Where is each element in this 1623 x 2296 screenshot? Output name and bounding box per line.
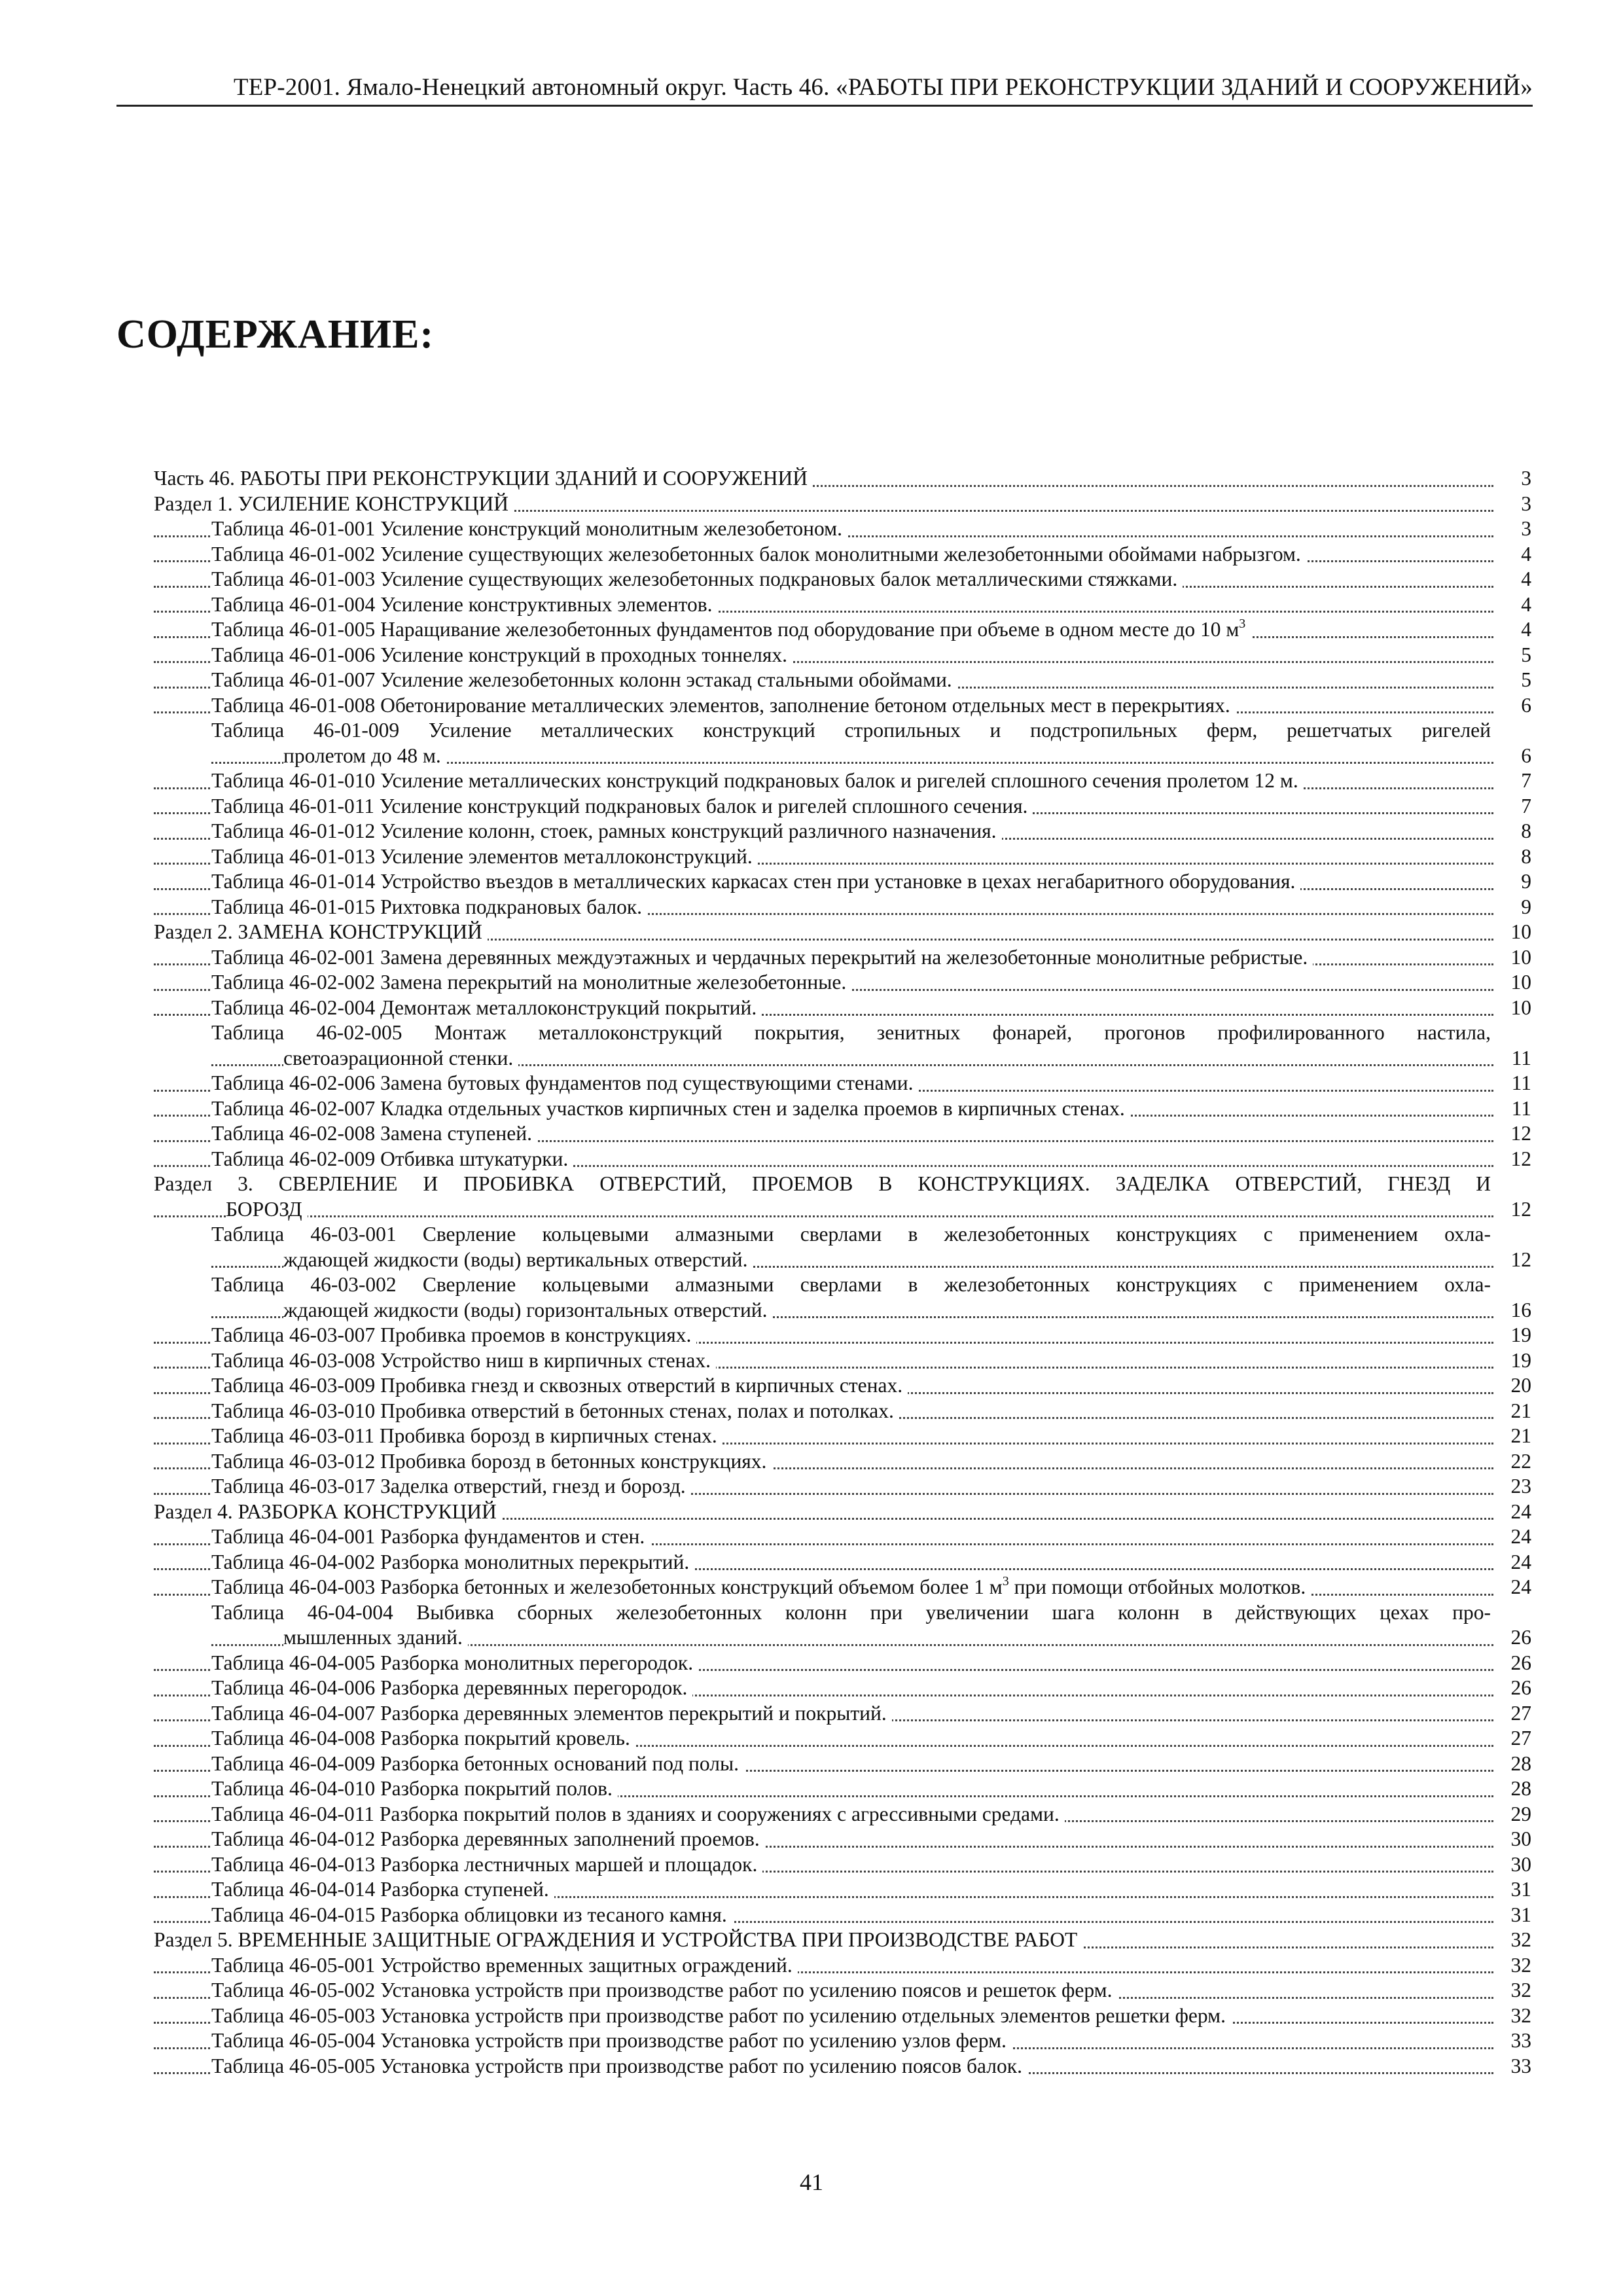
toc-entry-page: 11: [1495, 1071, 1531, 1096]
toc-entry-title: Часть 46. РАБОТЫ ПРИ РЕКОНСТРУКЦИИ ЗДАНИЙ И СООРУЖЕНИЙ: [154, 467, 813, 490]
toc-entry-page: 10: [1495, 996, 1531, 1021]
toc-entry-title: Таблица 46-01-012 Усиление колонн, стоек, рамных конструкций различного назначения.: [211, 819, 1002, 842]
toc-entry-title: Таблица 46-04-014 Разборка ступеней.: [211, 1878, 554, 1901]
toc-table-entry[interactable]: [154, 1575, 1531, 1600]
toc-entry-page: 27: [1495, 1701, 1531, 1727]
toc-entry-title: Таблица 46-05-005 Установка устройств при производстве работ по усилению поясов балок.: [211, 2054, 1027, 2077]
toc-section-entry[interactable]: [154, 466, 1531, 492]
toc-section-entry[interactable]: [154, 1928, 1531, 1953]
toc-entry-page: 5: [1495, 643, 1531, 668]
toc-table-entry[interactable]: [154, 2028, 1531, 2054]
toc-entry-page: 9: [1495, 895, 1531, 920]
toc-entry-title: Таблица 46-02-005 Монтаж металлоконструкций покрытия, зенитных фонарей, прогонов профилированного настила,: [211, 1021, 1491, 1044]
toc-entry-page: 21: [1495, 1424, 1531, 1449]
toc-table-entry[interactable]: [154, 1071, 1531, 1096]
toc-entry-title: Таблица 46-04-015 Разборка облицовки из тесаного камня.: [211, 1903, 732, 1926]
toc-entry-page: 9: [1495, 869, 1531, 895]
toc-entry-title-continuation: ждающей жидкости (воды) вертикальных отверстий. 12: [211, 1247, 1531, 1273]
toc-entry-page: 29: [1495, 1802, 1531, 1827]
toc-entry-page: 4: [1495, 592, 1531, 618]
toc-entry-page: 24: [1495, 1550, 1531, 1575]
toc-entry-title: Таблица 46-05-001 Устройство временных защитных ограждений.: [211, 1954, 798, 1977]
toc-table-entry[interactable]: [154, 1348, 1531, 1374]
toc-entry-title-continuation: БОРОЗД 12: [154, 1197, 1531, 1223]
toc-entry-page: 30: [1495, 1852, 1531, 1878]
toc-table-entry[interactable]: [154, 1600, 1531, 1651]
toc-entry-title: Таблица 46-01-009 Усиление металлических конструкций стропильных и подстропильных ферм, решетчатых ригелей: [211, 719, 1491, 742]
toc-table-entry[interactable]: [154, 1827, 1531, 1852]
toc-table-entry[interactable]: [154, 1147, 1531, 1172]
toc-entry-title: Таблица 46-01-015 Рихтовка подкрановых балок.: [211, 895, 647, 918]
toc-entry-page: 21: [1495, 1399, 1531, 1424]
toc-entry-page: 28: [1495, 1751, 1531, 1777]
page-title: СОДЕРЖАНИЕ:: [116, 312, 435, 357]
toc-entry-page: 20: [1495, 1373, 1531, 1399]
toc-entry-title: Раздел 5. ВРЕМЕННЫЕ ЗАЩИТНЫЕ ОГРАЖДЕНИЯ И УСТРОЙСТВА ПРИ ПРОИЗВОДСТВЕ РАБОТ: [154, 1928, 1082, 1951]
toc-table-entry[interactable]: [154, 1978, 1531, 2003]
toc-table-entry[interactable]: [154, 592, 1531, 618]
toc-entry-title: Таблица 46-01-007 Усиление железобетонных колонн эстакад стальными обоймами.: [211, 668, 957, 691]
toc-entry-page: 10: [1495, 970, 1531, 996]
toc-table-entry[interactable]: [154, 1096, 1531, 1122]
toc-table-entry[interactable]: [154, 1953, 1531, 1979]
toc-entry-title: Таблица 46-04-004 Выбивка сборных железобетонных колонн при увеличении шага колонн в действующих цехах про-: [211, 1600, 1491, 1624]
toc-table-entry[interactable]: [154, 693, 1531, 719]
toc-table-entry[interactable]: [154, 1222, 1531, 1272]
toc-entry-page: 23: [1495, 1474, 1531, 1499]
toc-table-entry[interactable]: [154, 1323, 1531, 1348]
toc-entry-page: 27: [1495, 1726, 1531, 1751]
toc-entry-page: 12: [1495, 1247, 1531, 1273]
toc-table-entry[interactable]: [154, 1424, 1531, 1449]
toc-entry-title-continuation: светоаэрационной стенки. 11: [211, 1046, 1531, 1071]
toc-entry-title: Таблица 46-01-011 Усиление конструкций подкрановых балок и ригелей сплошного сечения.: [211, 795, 1033, 817]
toc-entry-title: Таблица 46-04-006 Разборка деревянных перегородок.: [211, 1676, 692, 1699]
toc-entry-title: Таблица 46-03-002 Сверление кольцевыми алмазными сверлами в железобетонных конструкциях с применением охла-: [211, 1273, 1491, 1296]
toc-entry-page: 11: [1495, 1096, 1531, 1122]
toc-entry-title: Таблица 46-01-005 Наращивание железобетонных фундаментов под оборудование при объеме в одном месте до 10 $м^3$: [211, 618, 1251, 641]
toc-entry-page: 33: [1495, 2028, 1531, 2054]
toc-table-entry[interactable]: [154, 945, 1531, 971]
toc-entry-title: Таблица 46-02-002 Замена перекрытий на монолитные железобетонные.: [211, 971, 851, 994]
toc-entry-title: Таблица 46-04-007 Разборка деревянных элементов перекрытий и покрытий.: [211, 1702, 892, 1725]
toc-entry-title: Таблица 46-01-013 Усиление элементов металлоконструкций.: [211, 845, 758, 868]
toc-table-entry[interactable]: [154, 1701, 1531, 1727]
toc-entry-title-continuation: мышленных зданий. 26: [211, 1625, 1531, 1651]
toc-entry-title: Таблица 46-01-004 Усиление конструктивных элементов.: [211, 593, 718, 616]
toc-entry-title: Таблица 46-04-008 Разборка покрытий кровель.: [211, 1727, 635, 1749]
toc-entry-title: Таблица 46-04-013 Разборка лестничных маршей и площадок.: [211, 1853, 762, 1876]
toc-table-entry[interactable]: [154, 1676, 1531, 1701]
toc-entry-title: Таблица 46-04-009 Разборка бетонных оснований под полы.: [211, 1752, 744, 1775]
toc-table-entry[interactable]: [154, 1449, 1531, 1475]
toc-table-entry[interactable]: [154, 2003, 1531, 2029]
toc-entry-title: Таблица 46-03-009 Пробивка гнезд и сквозных отверстий в кирпичных стенах.: [211, 1374, 908, 1397]
toc-table-entry[interactable]: [154, 1651, 1531, 1676]
toc-entry-page: 32: [1495, 1978, 1531, 2003]
toc-entry-page: 30: [1495, 1827, 1531, 1852]
toc-table-entry[interactable]: [154, 1852, 1531, 1878]
toc-entry-page: 12: [1495, 1121, 1531, 1147]
toc-table-entry[interactable]: [154, 1903, 1531, 1928]
toc-table-entry[interactable]: [154, 1474, 1531, 1499]
toc-entry-page: 24: [1495, 1575, 1531, 1600]
toc-entry-title: Таблица 46-02-009 Отбивка штукатурки.: [211, 1147, 573, 1170]
toc-section-entry[interactable]: [154, 1499, 1531, 1525]
toc-entry-page: 8: [1495, 819, 1531, 844]
toc-entry-page: 12: [1495, 1147, 1531, 1172]
page-number: 41: [800, 2169, 823, 2195]
toc-table-entry[interactable]: [154, 895, 1531, 920]
toc-entry-page: 12: [1495, 1197, 1531, 1223]
toc-table-entry[interactable]: [154, 718, 1531, 768]
running-header-text: ТЕР-2001. Ямало-Ненецкий автономный округ. Часть 46. «РАБОТЫ ПРИ РЕКОНСТРУКЦИИ ЗДАНИЙ И СООРУЖЕНИЙ»: [233, 74, 1533, 101]
toc-entry-title: Таблица 46-04-001 Разборка фундаментов и стен.: [211, 1525, 650, 1548]
superscript-exponent: 3: [1002, 1575, 1009, 1588]
toc-table-entry[interactable]: [154, 1399, 1531, 1424]
toc-entry-page: 32: [1495, 1928, 1531, 1953]
toc-table-entry[interactable]: [154, 819, 1531, 844]
toc-entry-page: 7: [1495, 768, 1531, 794]
toc-entry-title: Таблица 46-04-010 Разборка покрытий полов.: [211, 1777, 618, 1800]
toc-entry-page: 7: [1495, 794, 1531, 819]
toc-entry-page: 5: [1495, 668, 1531, 693]
toc-entry-page: 3: [1495, 466, 1531, 492]
toc-entry-title: Таблица 46-05-002 Установка устройств при производстве работ по усилению поясов и решеток ферм.: [211, 1979, 1117, 2001]
toc-entry-title: Таблица 46-03-012 Пробивка борозд в бетонных конструкциях.: [211, 1450, 772, 1473]
table-of-contents: [154, 466, 1531, 2079]
toc-table-entry[interactable]: [154, 1726, 1531, 1751]
toc-table-entry[interactable]: [154, 1121, 1531, 1147]
toc-entry-page: 6: [1495, 744, 1531, 769]
toc-entry-page: 4: [1495, 542, 1531, 567]
toc-entry-page: 10: [1495, 920, 1531, 945]
toc-table-entry[interactable]: [154, 1751, 1531, 1777]
toc-table-entry[interactable]: [154, 542, 1531, 567]
toc-entry-page: 31: [1495, 1877, 1531, 1903]
toc-entry-page: 26: [1495, 1676, 1531, 1701]
toc-table-entry[interactable]: [154, 516, 1531, 542]
toc-entry-page: 8: [1495, 844, 1531, 870]
toc-table-entry[interactable]: [154, 2054, 1531, 2079]
toc-entry-title: Таблица 46-03-017 Заделка отверстий, гнезд и борозд.: [211, 1475, 691, 1498]
toc-table-entry[interactable]: [154, 970, 1531, 996]
toc-entry-page: 24: [1495, 1524, 1531, 1550]
toc-entry-title: Таблица 46-02-004 Демонтаж металлоконструкций покрытий.: [211, 996, 762, 1019]
toc-entry-page: 19: [1495, 1348, 1531, 1374]
toc-entry-title: Таблица 46-01-002 Усиление существующих железобетонных балок монолитными железобетонными обоймами набрызгом.: [211, 543, 1306, 565]
toc-entry-page: 4: [1495, 617, 1531, 643]
toc-entry-title: Таблица 46-02-006 Замена бутовых фундаментов под существующими стенами.: [211, 1071, 918, 1094]
toc-entry-page: 32: [1495, 2003, 1531, 2029]
toc-table-entry[interactable]: [154, 1524, 1531, 1550]
toc-table-entry[interactable]: [154, 768, 1531, 794]
dot-leader: [154, 1215, 1493, 1217]
toc-entry-title: Таблица 46-01-010 Усиление металлических конструкций подкрановых балок и ригелей сплошного сечения пролетом 12 м.: [211, 769, 1304, 792]
toc-entry-page: 22: [1495, 1449, 1531, 1475]
toc-entry-title: Таблица 46-01-014 Устройство въездов в металлических каркасах стен при установке в цехах негабаритного оборудования.: [211, 870, 1300, 893]
toc-entry-title: Раздел 1. УСИЛЕНИЕ КОНСТРУКЦИЙ: [154, 492, 514, 515]
toc-entry-title-continuation: пролетом до 48 м. 6: [211, 744, 1531, 769]
toc-entry-title: Таблица 46-01-003 Усиление существующих железобетонных подкрановых балок металлическими стяжками.: [211, 567, 1183, 590]
toc-entry-page: 3: [1495, 492, 1531, 517]
toc-entry-page: 11: [1495, 1046, 1531, 1071]
toc-table-entry[interactable]: [154, 1550, 1531, 1575]
toc-entry-title: Таблица 46-05-003 Установка устройств при производстве работ по усилению отдельных элементов решетки ферм.: [211, 2004, 1231, 2027]
toc-entry-title: Раздел 3. СВЕРЛЕНИЕ И ПРОБИВКА ОТВЕРСТИЙ, ПРОЕМОВ В КОНСТРУКЦИЯХ. ЗАДЕЛКА ОТВЕРСТИЙ, ГНЕЗД И: [154, 1172, 1491, 1195]
toc-table-entry[interactable]: [154, 1802, 1531, 1827]
toc-entry-title: Таблица 46-01-001 Усиление конструкций монолитным железобетоном.: [211, 517, 847, 540]
toc-entry-page: 28: [1495, 1776, 1531, 1802]
toc-entry-title: Таблица 46-04-005 Разборка монолитных перегородок.: [211, 1651, 698, 1674]
running-header: [116, 63, 1533, 107]
toc-entry-title: Таблица 46-04-003 Разборка бетонных и железобетонных конструкций объемом более 1 $м^3$ при помощи отбойных молотков.: [211, 1575, 1311, 1598]
toc-table-entry[interactable]: [154, 668, 1531, 693]
superscript-exponent: 3: [1239, 617, 1246, 631]
toc-entry-title: Таблица 46-04-011 Разборка покрытий полов в зданиях и сооружениях с агрессивными средами.: [211, 1803, 1065, 1825]
toc-entry-page: 6: [1495, 693, 1531, 719]
toc-entry-title: Таблица 46-03-008 Устройство ниш в кирпичных стенах.: [211, 1349, 716, 1372]
toc-table-entry[interactable]: [154, 1877, 1531, 1903]
toc-entry-page: 16: [1495, 1298, 1531, 1323]
toc-entry-title: Таблица 46-02-008 Замена ступеней.: [211, 1122, 537, 1145]
toc-entry-page: 10: [1495, 945, 1531, 971]
toc-entry-page: 26: [1495, 1625, 1531, 1651]
toc-entry-title: Таблица 46-03-010 Пробивка отверстий в бетонных стенах, полах и потолках.: [211, 1399, 899, 1422]
toc-section-entry[interactable]: [154, 920, 1531, 945]
toc-table-entry[interactable]: [154, 996, 1531, 1021]
toc-entry-title-continuation: ждающей жидкости (воды) горизонтальных отверстий. 16: [211, 1298, 1531, 1323]
toc-table-entry[interactable]: [154, 844, 1531, 870]
toc-table-entry[interactable]: [154, 1272, 1531, 1323]
toc-entry-title: Таблица 46-02-007 Кладка отдельных участков кирпичных стен и заделка проемов в кирпичных стенах.: [211, 1097, 1130, 1120]
toc-entry-title: Таблица 46-05-004 Установка устройств при производстве работ по усилению узлов ферм.: [211, 2029, 1012, 2052]
toc-table-entry[interactable]: [154, 869, 1531, 895]
toc-table-entry[interactable]: [154, 1020, 1531, 1071]
toc-table-entry[interactable]: [154, 1776, 1531, 1802]
toc-entry-title: Таблица 46-02-001 Замена деревянных междуэтажных и чердачных перекрытий на железобетонные монолитные ребристые.: [211, 946, 1313, 969]
toc-entry-title: Таблица 46-03-011 Пробивка борозд в кирпичных стенах.: [211, 1424, 722, 1447]
toc-section-entry[interactable]: [154, 492, 1531, 517]
toc-table-entry[interactable]: [154, 643, 1531, 668]
toc-entry-page: 3: [1495, 516, 1531, 542]
toc-entry-page: 24: [1495, 1499, 1531, 1525]
toc-entry-title: Таблица 46-03-001 Сверление кольцевыми алмазными сверлами в железобетонных конструкциях с применением охла-: [211, 1223, 1491, 1246]
toc-section-entry[interactable]: [154, 1172, 1531, 1222]
toc-entry-title: Раздел 4. РАЗБОРКА КОНСТРУКЦИЙ: [154, 1500, 502, 1523]
toc-entry-page: 19: [1495, 1323, 1531, 1348]
toc-table-entry[interactable]: [154, 1373, 1531, 1399]
toc-entry-page: 32: [1495, 1953, 1531, 1979]
toc-entry-title: Таблица 46-04-002 Разборка монолитных перекрытий.: [211, 1551, 694, 1573]
toc-table-entry[interactable]: [154, 617, 1531, 643]
toc-entry-title: Таблица 46-01-008 Обетонирование металлических элементов, заполнение бетоном отдельных мест в перекрытиях.: [211, 694, 1236, 717]
toc-entry-page: 26: [1495, 1651, 1531, 1676]
toc-entry-page: 4: [1495, 567, 1531, 592]
toc-entry-title: Таблица 46-03-007 Пробивка проемов в конструкциях.: [211, 1323, 696, 1346]
toc-entry-page: 33: [1495, 2054, 1531, 2079]
toc-entry-title: Таблица 46-04-012 Разборка деревянных заполнений проемов.: [211, 1827, 765, 1850]
toc-entry-title: Раздел 2. ЗАМЕНА КОНСТРУКЦИЙ: [154, 920, 488, 943]
toc-entry-title: Таблица 46-01-006 Усиление конструкций в проходных тоннелях.: [211, 643, 793, 666]
toc-entry-page: 31: [1495, 1903, 1531, 1928]
toc-table-entry[interactable]: [154, 567, 1531, 592]
toc-table-entry[interactable]: [154, 794, 1531, 819]
